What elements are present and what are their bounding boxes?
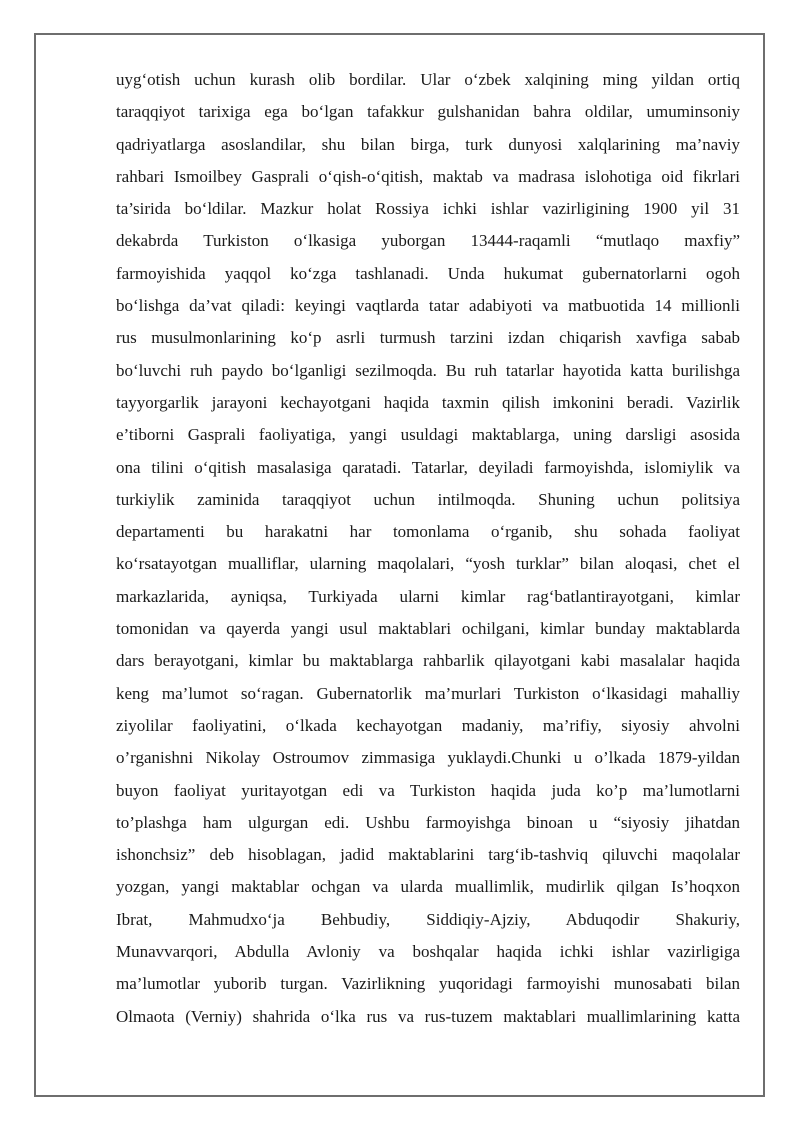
text-line: Munavvarqori, Abdulla Avloniy va boshqalar haqida ichki ishlar vazirligiga [116, 942, 740, 962]
text-line: rahbari Ismoilbey Gasprali o‘qish-o‘qitish, maktab va madrasa islohotiga oid fikrlari [116, 166, 740, 186]
text-line: qadriyatlarga asoslandilar, shu bilan birga, turk dunyosi xalqlarining ma’naviy [116, 134, 740, 154]
text-line: o’rganishni Nikolay Ostroumov zimmasiga yuklaydi.Chunki u o’lkada 1879-yildan [116, 748, 740, 768]
text-line: tomonidan va qayerda yangi usul maktablari ochilgani, kimlar bunday maktablarda [116, 619, 740, 639]
text-line: rus musulmonlarining ko‘p asrli turmush tarzini izdan chiqarish xavfiga sabab [116, 328, 740, 348]
text-line: ko‘rsatayotgan mualliflar, ularning maqolalari, “yosh turklar” bilan aloqasi, chet el [116, 554, 740, 574]
text-line: Olmaota (Verniy) shahrida o‘lka rus va rus-tuzem maktablari muallimlarining katta [116, 1006, 740, 1026]
text-line: keng ma’lumot so‘ragan. Gubernatorlik ma’murlari Turkiston o‘lkasidagi mahalliy [116, 683, 740, 703]
text-line: markazlarida, ayniqsa, Turkiyada ularni kimlar rag‘batlantirayotgani, kimlar [116, 586, 740, 606]
text-line: dekabrda Turkiston o‘lkasiga yuborgan 13444-raqamli “mutlaqo maxfiy” [116, 231, 740, 251]
text-line: ishonchsiz” deb hisoblagan, jadid maktablarini targ‘ib-tashviq qiluvchi maqolalar [116, 845, 740, 865]
text-line: turkiylik zaminida taraqqiyot uchun intilmoqda. Shuning uchun politsiya [116, 489, 740, 509]
text-line: ziyolilar faoliyatini, o‘lkada kechayotgan madaniy, ma’rifiy, siyosiy ahvolni [116, 715, 740, 735]
text-line: ona tilini o‘qitish masalasiga qaratadi. Tatarlar, deyiladi farmoyishda, islomiylik va [116, 457, 740, 477]
text-line: buyon faoliyat yuritayotgan edi va Turkiston haqida juda ko’p ma’lumotlarni [116, 780, 740, 800]
body-text [116, 64, 740, 1033]
text-line: departamenti bu harakatni har tomonlama o‘rganib, shu sohada faoliyat [116, 522, 740, 542]
text-line: Ibrat, Mahmudxo‘ja Behbudiy, Siddiqiy-Ajziy, Abduqodir Shakuriy, [116, 909, 740, 929]
text-line: dars berayotgani, kimlar bu maktablarga rahbarlik qilayotgani kabi masalalar haqida [116, 651, 740, 671]
text-line: bo‘luvchi ruh paydo bo‘lganligi sezilmoqda. Bu ruh tatarlar hayotida katta burilishga [116, 360, 740, 380]
text-line: e’tiborni Gasprali faoliyatiga, yangi usuldagi maktablarga, uning darsligi asosida [116, 425, 740, 445]
text-line: bo‘lishga da’vat qiladi: keyingi vaqtlarda tatar adabiyoti va matbuotida 14 millionli [116, 296, 740, 316]
text-line: taraqqiyot tarixiga ega bo‘lgan tafakkur gulshanidan bahra oldilar, umuminsoniy [116, 102, 740, 122]
text-line: tayyorgarlik jarayoni kechayotgani haqida taxmin qilish imkonini beradi. Vazirlik [116, 392, 740, 412]
text-line: ma’lumotlar yuborib turgan. Vazirlikning yuqoridagi farmoyishi munosabati bilan [116, 974, 740, 994]
text-line: farmoyishida yaqqol ko‘zga tashlanadi. Unda hukumat gubernatorlarni ogoh [116, 263, 740, 283]
text-line: yozgan, yangi maktablar ochgan va ularda muallimlik, mudirlik qilgan Is’hoqxon [116, 877, 740, 897]
text-line: ta’sirida bo‘ldilar. Mazkur holat Rossiya ichki ishlar vazirligining 1900 yil 31 [116, 199, 740, 219]
text-line: to’plashga ham ulgurgan edi. Ushbu farmoyishga binoan u “siyosiy jihatdan [116, 812, 740, 832]
text-line: uyg‘otish uchun kurash olib bordilar. Ular o‘zbek xalqining ming yildan ortiq [116, 70, 740, 89]
